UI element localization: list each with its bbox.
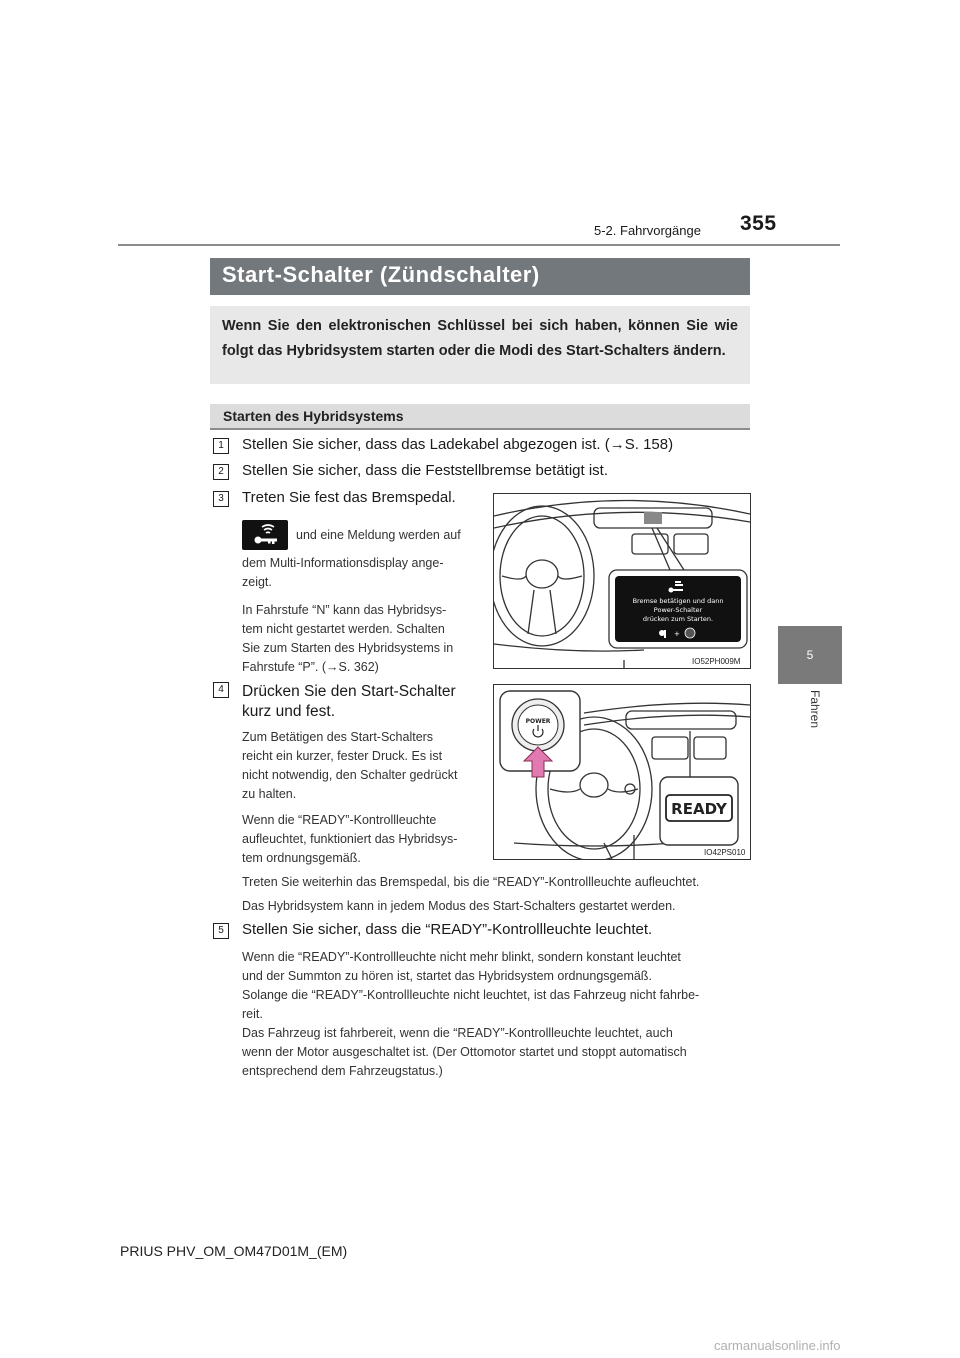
step-4-note2-line2: aufleuchtet, funktioniert das Hybridsys-	[242, 832, 458, 846]
step-4-note1-line1: Zum Betätigen des Start-Schalters	[242, 730, 434, 744]
step-number-4: 4	[213, 682, 229, 698]
chapter-tab[interactable]	[778, 626, 842, 684]
power-button-label: POWER	[525, 718, 551, 725]
step-3-note2-line4: Fahrstufe “P”. (→S. 362)	[242, 660, 379, 674]
chapter-label: Fahren	[808, 690, 822, 729]
step-3-note-line3: zeigt.	[242, 575, 272, 589]
step-1-text: Stellen Sie sicher, dass das Ladekabel abgezogen ist. (→S. 158)	[242, 436, 674, 453]
step-4-text-line2: kurz und fest.	[242, 703, 336, 720]
step-number-2: 2	[213, 464, 229, 480]
display-text-line3: drücken zum Starten.	[642, 615, 714, 623]
display-text-line2: Power-Schalter	[653, 606, 703, 614]
step-5-note-line4: reit.	[242, 1007, 263, 1021]
intro-text: Wenn Sie den elektronischen Schlüssel bei sich haben, können Sie wie folgt das Hybridsystem starten oder die Modi des Start-Schalters ändern.	[222, 318, 738, 359]
step-5-text: Stellen Sie sicher, dass die “READY”-Kontrollleuchte leuchtet.	[242, 921, 653, 938]
step-5-note-line7: entsprechend dem Fahrzeugstatus.)	[242, 1064, 443, 1078]
step-3-text: Treten Sie fest das Bremspedal.	[242, 489, 456, 506]
step-5-note-line2: und der Summton zu hören ist, startet das Hybridsystem ordnungsgemäß.	[242, 969, 652, 983]
step-number-3: 3	[213, 491, 229, 507]
step-4-note4: Das Hybridsystem kann in jedem Modus des Start-Schalters gestartet werden.	[242, 899, 676, 913]
page-title: Start-Schalter (Zündschalter)	[222, 262, 540, 287]
step-3-note-line1: und eine Meldung werden auf	[296, 528, 461, 542]
section-reference: 5-2. Fahrvorgänge	[594, 223, 701, 238]
step-3-note2-line3: Sie zum Starten des Hybridsystems in	[242, 641, 454, 655]
display-text-line1: Bremse betätigen und dann	[632, 597, 724, 605]
step-4-note2-line1: Wenn die “READY”-Kontrollleuchte	[242, 813, 437, 827]
step-5-note-line6: wenn der Motor ausgeschaltet ist. (Der Ottomotor startet und stoppt automatisch	[242, 1045, 687, 1059]
step-number-5: 5	[213, 923, 229, 939]
svg-text:+: +	[674, 630, 680, 638]
step-number-1: 1	[213, 438, 229, 454]
step-5-note-line1: Wenn die “READY”-Kontrollleuchte nicht mehr blinkt, sondern konstant leuchtet	[242, 950, 681, 964]
step-3-note-line2: dem Multi-Informationsdisplay ange-	[242, 556, 444, 570]
document-code-footer: PRIUS PHV_OM_OM47D01M_(EM)	[120, 1243, 348, 1259]
figure-power-button	[493, 684, 751, 860]
step-5-note-line3: Solange die “READY”-Kontrollleuchte nicht leuchtet, ist das Fahrzeug nicht fahrbe-	[242, 988, 700, 1002]
step-4-note1-line4: zu halten.	[242, 787, 297, 801]
power-ready-illustration	[494, 685, 750, 859]
watermark: carmanualsonline.info	[714, 1338, 841, 1353]
brake-key-indicator-icon	[242, 520, 288, 550]
step-4-note2-line3: tem ordnungsgemäß.	[242, 851, 361, 865]
dashboard-illustration	[494, 494, 750, 668]
page-number: 355	[740, 212, 777, 235]
ready-indicator-label: READY	[671, 800, 727, 818]
figure-brake-display	[493, 493, 751, 669]
chapter-number: 5	[806, 648, 814, 662]
header-rule	[118, 244, 840, 246]
step-3-note2-line1: In Fahrstufe “N” kann das Hybridsys-	[242, 603, 447, 617]
step-4-note1-line2: reicht ein kurzer, fester Druck. Es ist	[242, 749, 443, 763]
step-4-note1-line3: nicht notwendig, den Schalter gedrückt	[242, 768, 458, 782]
step-4-note3: Treten Sie weiterhin das Bremspedal, bis die “READY”-Kontrollleuchte aufleuchtet.	[242, 875, 700, 889]
figure-2-code: IO42PS010	[704, 848, 746, 857]
figure-1-code: IO52PH009M	[692, 657, 741, 666]
step-2-text: Stellen Sie sicher, dass die Feststellbremse betätigt ist.	[242, 462, 609, 479]
step-3-note2-line2: tem nicht gestartet werden. Schalten	[242, 622, 445, 636]
step-5-note-line5: Das Fahrzeug ist fahrbereit, wenn die “READY”-Kontrollleuchte leuchtet, auch	[242, 1026, 673, 1040]
subheading: Starten des Hybridsystems	[223, 408, 404, 424]
step-4-text-line1: Drücken Sie den Start-Schalter	[242, 683, 456, 700]
